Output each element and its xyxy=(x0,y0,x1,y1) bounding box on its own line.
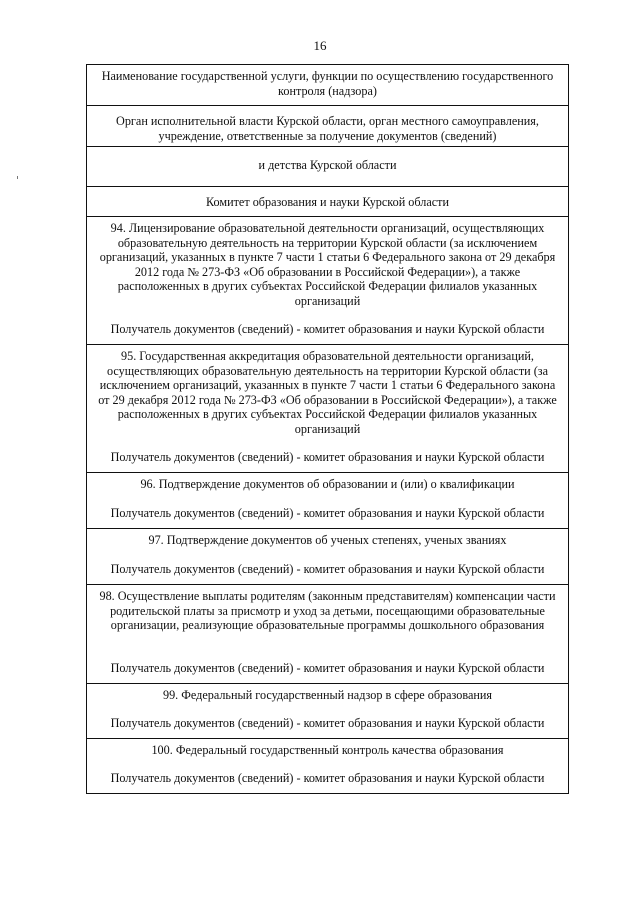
service-title: 100. Федеральный государственный контроль качества образования xyxy=(151,743,504,757)
margin-mark xyxy=(17,176,18,179)
service-recipient: Получатель документов (сведений) - комитет образования и науки Курской области xyxy=(110,450,545,465)
service-row-97 xyxy=(87,529,568,585)
service-recipient: Получатель документов (сведений) - комитет образования и науки Курской области xyxy=(110,661,545,676)
header-service-name: Наименование государственной услуги, функции по осуществлению государственного контроля (надзора) xyxy=(87,65,568,106)
service-recipient: Получатель документов (сведений) - комитет образования и науки Курской области xyxy=(110,771,545,786)
service-row-100 xyxy=(87,739,568,793)
service-title: 98. Осуществление выплаты родителям (законным представителям) компенсации части родительской платы за присмотр и уход за детьми, посещающими образовательные организации, реализующие образовательные программы дошкольного образования xyxy=(99,589,556,633)
page-number: 16 xyxy=(313,38,327,53)
service-row-95 xyxy=(87,345,568,473)
service-recipient: Получатель документов (сведений) - комитет образования и науки Курской области xyxy=(110,716,545,731)
service-recipient: Получатель документов (сведений) - комитет образования и науки Курской области xyxy=(110,506,545,521)
service-title: 96. Подтверждение документов об образовании и (или) о квалификации xyxy=(140,477,515,491)
header-authority-continuation: и детства Курской области xyxy=(87,147,568,187)
service-row-99 xyxy=(87,684,568,739)
service-title: 97. Подтверждение документов об ученых степенях, ученых званиях xyxy=(148,533,507,547)
service-row-98 xyxy=(87,585,568,684)
header-authority: Орган исполнительной власти Курской области, орган местного самоуправления, учреждение, ответственные за получение документов (сведений) xyxy=(87,106,568,147)
service-title: 99. Федеральный государственный надзор в сфере образования xyxy=(162,688,493,702)
service-title: 95. Государственная аккредитация образовательной деятельности организаций, осуществляющих образовательную деятельность на территории Курской области (за исключением организаций, указанных в пункте 7 части 1 статьи 6 Федерального закона от 29 декабря 2012 года № 273-ФЗ «Об образовании в Российской Федерации»), а также расположенных в других субъектах Российской Федерации филиалов указанных организаций xyxy=(98,349,557,436)
services-table xyxy=(86,64,569,794)
service-recipient: Получатель документов (сведений) - комитет образования и науки Курской области xyxy=(110,562,545,577)
header-committee: Комитет образования и науки Курской области xyxy=(87,187,568,217)
service-row-96 xyxy=(87,473,568,529)
service-recipient: Получатель документов (сведений) - комитет образования и науки Курской области xyxy=(110,322,545,337)
service-title: 94. Лицензирование образовательной деятельности организаций, осуществляющих образовательную деятельность на территории Курской области (за исключением организаций, указанных в пункте 7 части 1 статьи 6 Федерального закона от 29 декабря 2012 года № 273-ФЗ «Об образовании в Российской Федерации»), а также расположенных в других субъектах Российской Федерации филиалов указанных организаций xyxy=(99,221,556,308)
service-row-94 xyxy=(87,217,568,345)
